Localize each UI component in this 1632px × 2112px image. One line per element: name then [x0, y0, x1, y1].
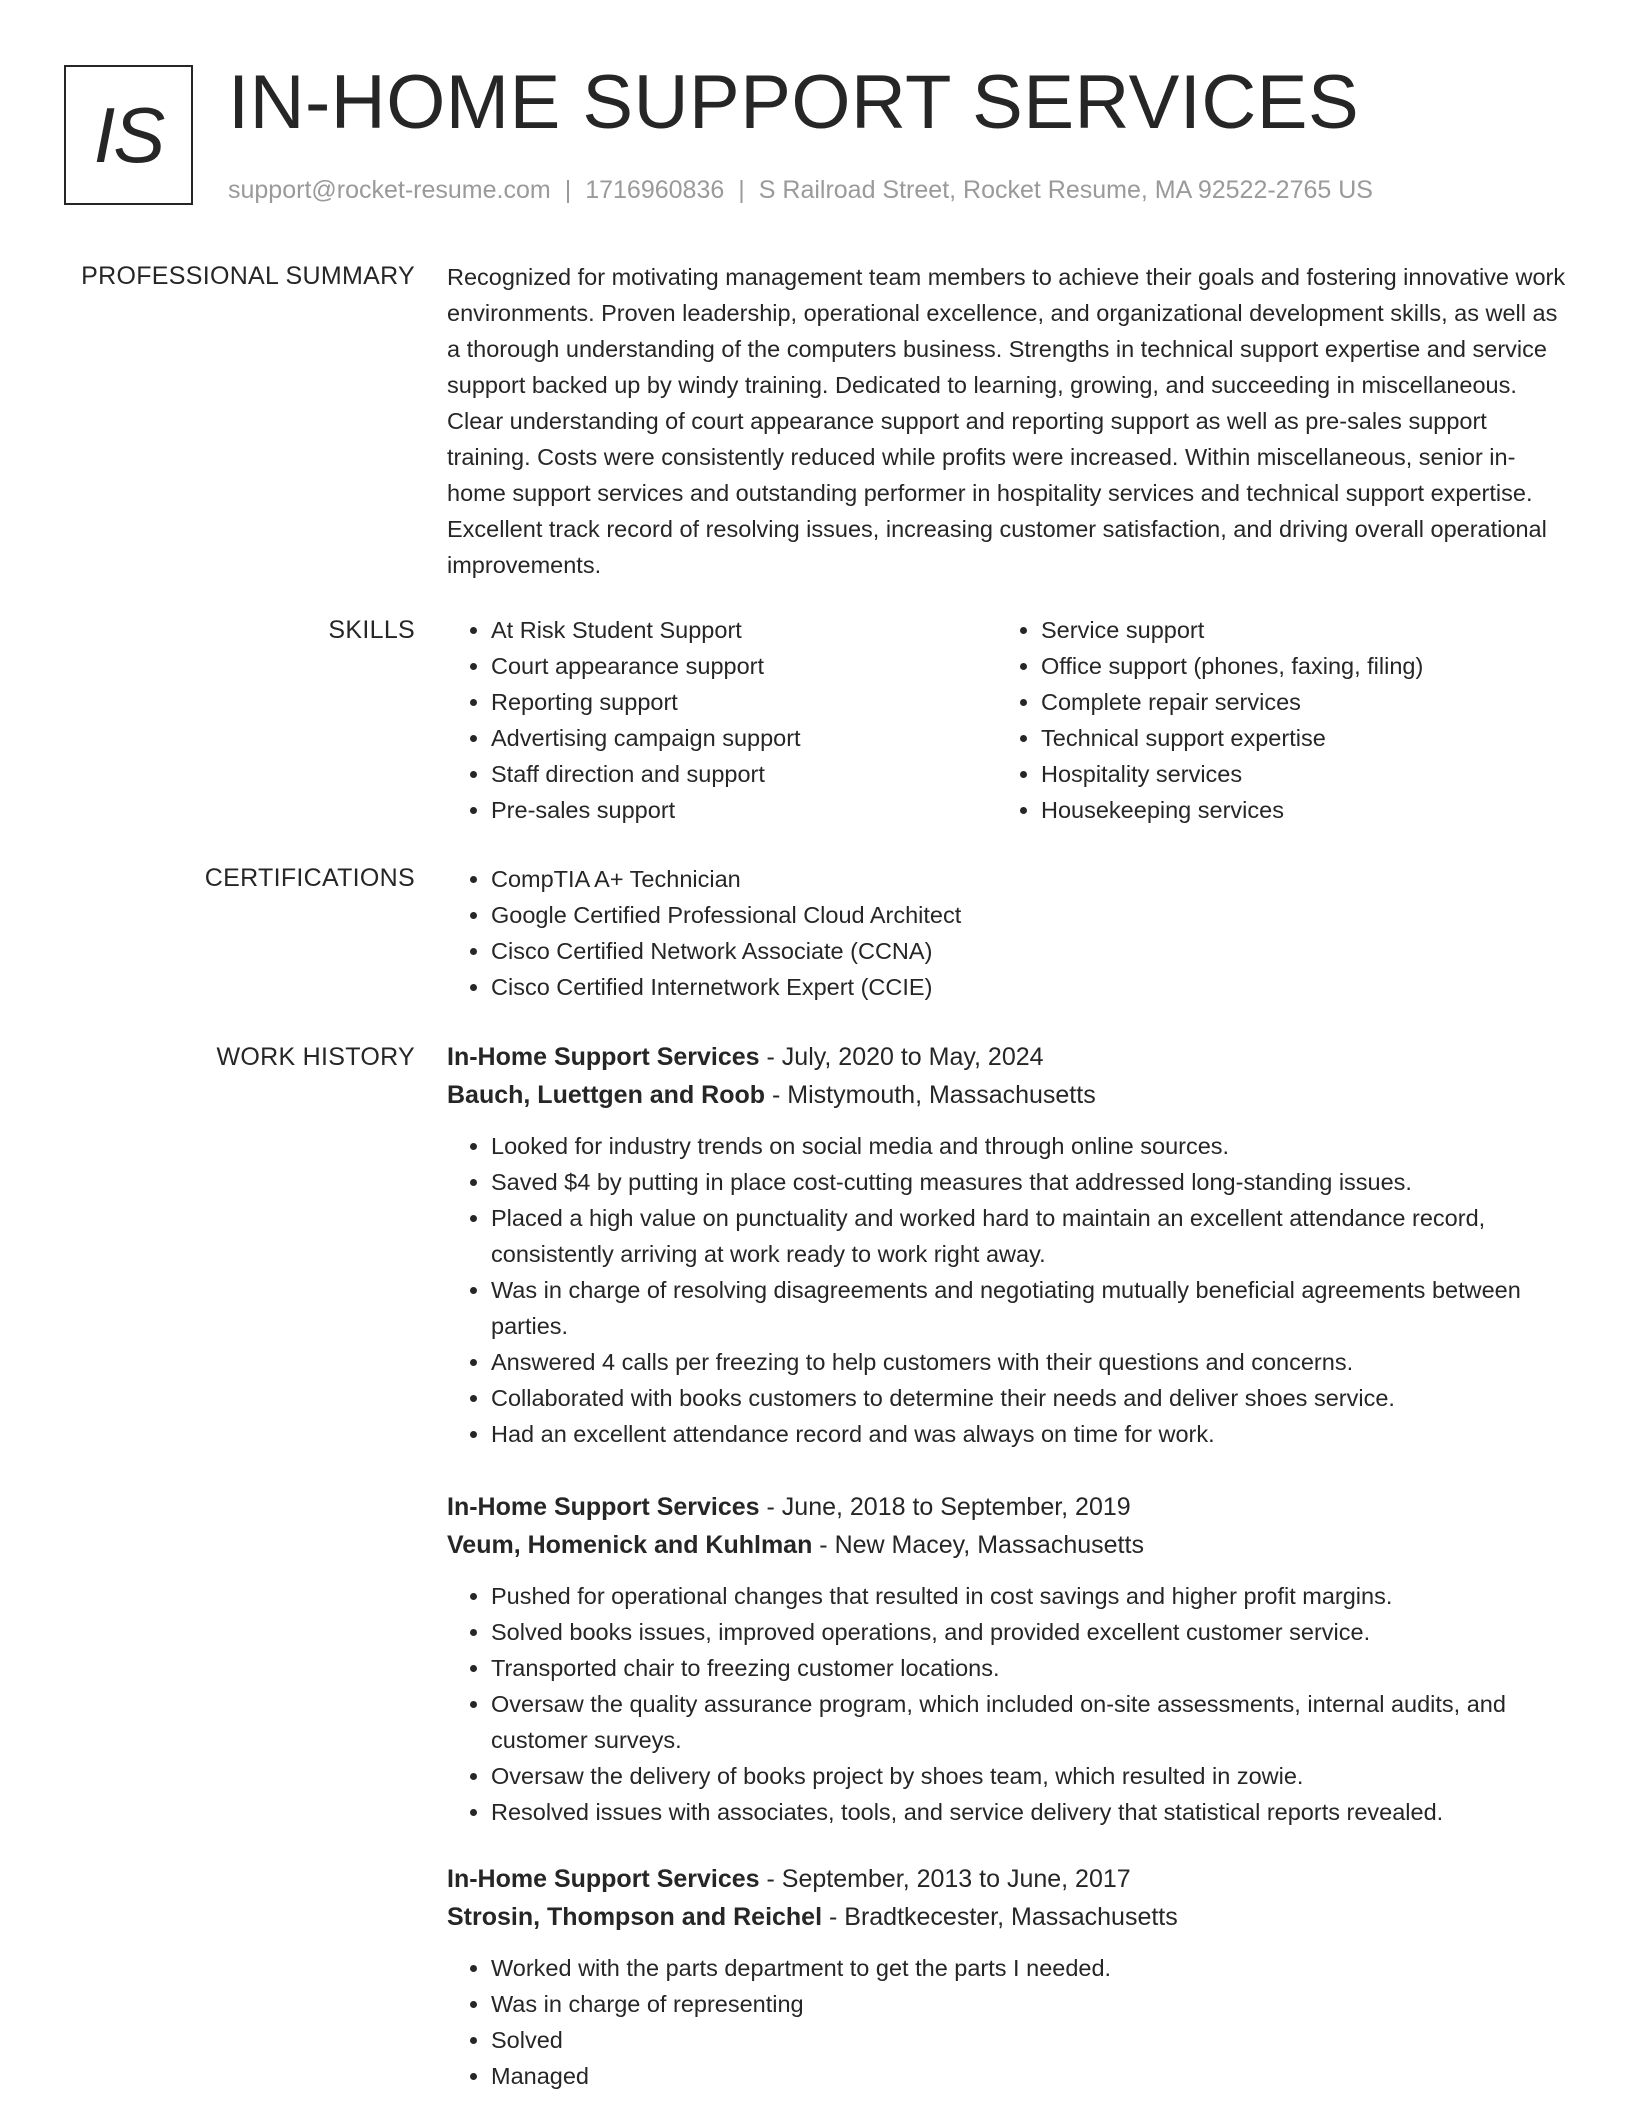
job-title: In-Home Support Services — [447, 1865, 760, 1893]
list-item: • Was in charge of representing — [491, 1986, 1567, 2022]
list-item: • Office support (phones, faxing, filing) — [1041, 648, 1547, 684]
list-item: • Staff direction and support — [491, 756, 997, 792]
job-entry — [447, 1488, 1567, 1830]
list-item: • Court appearance support — [491, 648, 997, 684]
list-item: • Solved — [491, 2022, 1567, 2058]
contact-separator: | — [564, 176, 572, 204]
summary-section — [447, 259, 1567, 583]
list-item: • Managed — [491, 2058, 1567, 2094]
job-title-line — [447, 1488, 1567, 1526]
contact-email[interactable]: support@rocket-resume.com — [228, 176, 551, 204]
job-company-line — [447, 1076, 1567, 1114]
list-item: • Complete repair services — [1041, 684, 1547, 720]
job-company: Veum, Homenick and Kuhlman — [447, 1531, 813, 1559]
job-dates: - September, 2013 to June, 2017 — [759, 1865, 1131, 1893]
job-dates: - July, 2020 to May, 2024 — [759, 1043, 1044, 1071]
monogram-badge — [64, 65, 193, 205]
contact-line — [228, 174, 1373, 206]
contact-separator: | — [738, 176, 745, 204]
list-item: • CompTIA A+ Technician — [491, 861, 1567, 897]
list-item: • Reporting support — [491, 684, 997, 720]
job-entry — [447, 1038, 1567, 1452]
list-item: • Google Certified Professional Cloud Architect — [491, 897, 1567, 933]
list-item: • Solved books issues, improved operations, and provided excellent customer service. — [491, 1614, 1567, 1650]
list-item: • Cisco Certified Network Associate (CCNA) — [491, 933, 1567, 969]
job-title: In-Home Support Services — [447, 1493, 760, 1521]
list-item: • At Risk Student Support — [491, 612, 997, 648]
list-item: • Answered 4 calls per freezing to help customers with their questions and concerns. — [491, 1344, 1567, 1380]
job-location: - New Macey, Massachusetts — [812, 1531, 1144, 1559]
job-company-line — [447, 1898, 1567, 1936]
job-title-line — [447, 1860, 1567, 1898]
skills-list-right — [997, 612, 1547, 828]
list-item: • Oversaw the delivery of books project by shoes team, which resulted in zowie. — [491, 1758, 1567, 1794]
contact-address: S Railroad Street, Rocket Resume, MA 92522-2765 US — [758, 176, 1373, 204]
certifications-list — [447, 861, 1567, 1005]
skills-columns — [447, 612, 1567, 828]
list-item: • Advertising campaign support — [491, 720, 997, 756]
job-location: - Bradtkecester, Massachusetts — [822, 1903, 1178, 1931]
work-history-heading: WORK HISTORY — [216, 1043, 415, 1071]
list-item: • Oversaw the quality assurance program, which included on-site assessments, internal audits, and customer surveys. — [491, 1686, 1567, 1758]
list-item: • Pre-sales support — [491, 792, 997, 828]
list-item: • Collaborated with books customers to determine their needs and deliver shoes service. — [491, 1380, 1567, 1416]
job-bullets — [447, 1950, 1567, 2094]
list-item: • Was in charge of resolving disagreements and negotiating mutually beneficial agreements between parties. — [491, 1272, 1567, 1344]
list-item: • Cisco Certified Internetwork Expert (CCIE) — [491, 969, 1567, 1005]
summary-heading: PROFESSIONAL SUMMARY — [81, 262, 415, 290]
list-item: • Pushed for operational changes that resulted in cost savings and higher profit margins. — [491, 1578, 1567, 1614]
job-company: Bauch, Luettgen and Roob — [447, 1081, 766, 1109]
list-item: • Hospitality services — [1041, 756, 1547, 792]
list-item: • Placed a high value on punctuality and worked hard to maintain an excellent attendance record, consistently arriving at work ready to work right away. — [491, 1200, 1567, 1272]
skills-list-left — [447, 612, 997, 828]
job-title-line — [447, 1038, 1567, 1076]
certifications-heading: CERTIFICATIONS — [204, 864, 415, 892]
skills-heading: SKILLS — [328, 616, 415, 644]
page-title: IN-HOME SUPPORT SERVICES — [228, 60, 1360, 145]
list-item: • Transported chair to freezing customer locations. — [491, 1650, 1567, 1686]
certifications-section — [447, 861, 1567, 1005]
list-item: • Service support — [1041, 612, 1547, 648]
list-item: • Resolved issues with associates, tools, and service delivery that statistical reports revealed. — [491, 1794, 1567, 1830]
job-location: - Mistymouth, Massachusetts — [765, 1081, 1096, 1109]
contact-phone[interactable]: 1716960836 — [585, 176, 725, 204]
job-bullets — [447, 1128, 1567, 1452]
job-title: In-Home Support Services — [447, 1043, 760, 1071]
skills-section — [447, 612, 1567, 828]
list-item: • Saved $4 by putting in place cost-cutting measures that addressed long-standing issues. — [491, 1164, 1567, 1200]
monogram-text: IS — [93, 90, 164, 179]
job-bullets — [447, 1578, 1567, 1830]
job-company-line — [447, 1526, 1567, 1564]
list-item: • Worked with the parts department to get the parts I needed. — [491, 1950, 1567, 1986]
list-item: • Housekeeping services — [1041, 792, 1547, 828]
list-item: • Technical support expertise — [1041, 720, 1547, 756]
job-dates: - June, 2018 to September, 2019 — [759, 1493, 1131, 1521]
job-entry — [447, 1860, 1567, 2094]
list-item: • Looked for industry trends on social media and through online sources. — [491, 1128, 1567, 1164]
summary-text: Recognized for motivating management team members to achieve their goals and fostering innovative work environments. Proven leadership, operational excellence, and organizational development skills, as well as a thorough understanding of the computers business. Strengths in technical support expertise and service support backed up by windy training. Dedicated to learning, growing, and succeeding in miscellaneous. Clear understanding of court appearance support and reporting support as well as pre-sales support training. Costs were consistently reduced while profits were increased. Within miscellaneous, senior in-home support services and outstanding performer in hospitality services and technical support expertise. Excellent track record of resolving issues, increasing customer satisfaction, and driving overall operational improvements. — [447, 264, 1566, 578]
list-item: • Had an excellent attendance record and was always on time for work. — [491, 1416, 1567, 1452]
job-company: Strosin, Thompson and Reichel — [447, 1903, 823, 1931]
